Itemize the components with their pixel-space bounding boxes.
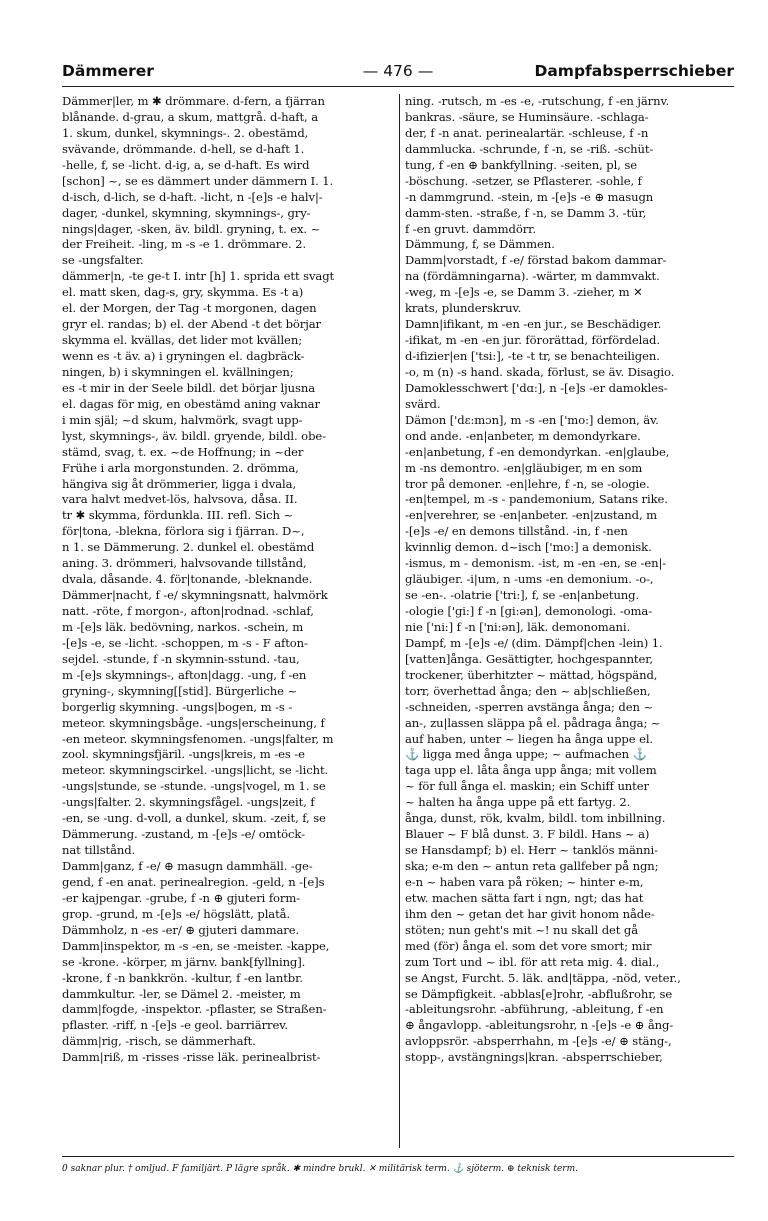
dictionary-line: damm-sten. -straße, f -n, se Damm 3. -tür, (405, 205, 647, 220)
dictionary-line: se Angst, Furcht. 5. läk. and|täppa, -nöd, veter., (405, 970, 681, 985)
dictionary-line: torr, överhettad ånga; den ~ ab|schließen, (405, 683, 651, 698)
dictionary-line: el. dagas för mig, en obestämd aning vaknar (62, 396, 320, 411)
dictionary-line: d-ifizier|en ['tsi:], -te -t tr, se benachteiligen. (405, 349, 660, 363)
dictionary-line: -ismus, m - demonism. -ist, m -en -en, se -en|- (405, 556, 667, 571)
dictionary-line: -ungs|falter. 2. skymningsfågel. -ungs|zeit, f (62, 795, 315, 810)
dictionary-line: -ologie ['gi:] f -n [gi:ən], demonologi. -oma- (405, 604, 653, 618)
dictionary-line: nat tillstånd. (62, 843, 136, 858)
dictionary-line: stopp-, avstängnings|kran. -absperrschieber, (405, 1050, 663, 1065)
dictionary-line: Dämmer|nacht, f -e/ skymningsnatt, halvmörk (62, 588, 328, 603)
dictionary-line: kvinnlig demon. d~isch ['mo:] a demonisk. (405, 540, 652, 555)
dictionary-line: svärd. (405, 396, 441, 411)
dictionary-line: grop. -grund, m -[e]s -e/ högslätt, platå. (62, 906, 291, 921)
dictionary-line: nie ['ni:] f -n ['ni:ən], läk. demonomani. (405, 619, 631, 634)
dictionary-line: es -t mir in der Seele bildl. det börjar ljusna (62, 380, 316, 395)
dictionary-line: n 1. se Dämmerung. 2. dunkel el. obestämd (62, 540, 315, 555)
dictionary-line: -ableitungsrohr. -abführung, -ableitung, f -en (405, 1002, 664, 1017)
dictionary-line: stöten; nun geht's mit ~! nu skall det gå (405, 922, 639, 937)
dictionary-line: m -[e]s läk. bedövning, narkos. -schein, m (62, 619, 304, 634)
dictionary-line: Dämmung, f, se Dämmen. (405, 237, 555, 252)
dictionary-line: Dampf, m -[e]s -e/ (dim. Dämpf|chen -lein) 1. (405, 635, 663, 650)
header-first-entry: Dämmerer (62, 62, 154, 80)
dictionary-line: ⊕ ångavlopp. -ableitungsrohr, n -[e]s -e ⊕ ång- (405, 1018, 674, 1033)
dictionary-line: -[e]s -e, se -licht. -schoppen, m -s - F afton- (62, 635, 308, 650)
dictionary-line: -en|tempel, m -s - pandemonium, Satans rike. (405, 492, 668, 507)
dictionary-line: svävande, drömmande. d-hell, se d-haft 1. (62, 141, 305, 156)
dictionary-line: Frühe i arla morgonstunden. 2. drömma, (62, 460, 299, 475)
dictionary-line: nings|dager, -sken, äv. bildl. gryning, t. ex. ~ (62, 221, 321, 236)
dictionary-line: bankras. -säure, se Huminsäure. -schlaga- (405, 109, 649, 124)
dictionary-line: se -ungsfalter. (62, 253, 144, 268)
dictionary-line: sejdel. -stunde, f -n skymnin-sstund. -tau, (62, 651, 300, 666)
abbreviation-key: 0 saknar plur. † omljud. F familjärt. P lägre språk. ✱ mindre brukl. ✕ militärisk term. ⚓ sjöterm. ⊕ teknisk term. (62, 1164, 578, 1174)
dictionary-line: vara halvt medvet-lös, halvsova, dåsa. II. (62, 492, 298, 507)
dictionary-line: el. der Morgen, der Tag -t morgonen, dagen (62, 301, 317, 316)
dictionary-line: ånga, dunst, rök, kvalm, bildl. tom inbillning. (405, 811, 666, 826)
dictionary-line: -weg, m -[e]s -e, se Damm 3. -zieher, m ✕ (405, 285, 643, 300)
dictionary-line: auf haben, unter ~ liegen ha ånga uppe el. (405, 731, 654, 746)
dictionary-line: tung, f -en ⊕ bankfyllning. -seiten, pl, se (405, 157, 638, 172)
dictionary-line: avloppsrör. -absperrhahn, m -[e]s -e/ ⊕ stäng-, (405, 1034, 672, 1049)
dictionary-line: dager, -dunkel, skymning, skymnings-, gry- (62, 205, 311, 220)
dictionary-line: ning. -rutsch, m -es -e, -rutschung, f -en järnv. (405, 94, 670, 108)
dictionary-line: na (fördämningarna). -wärter, m dammvakt. (405, 269, 660, 284)
dictionary-line: -n dammgrund. -stein, m -[e]s -e ⊕ masugn (405, 189, 654, 204)
dictionary-line: 1. skum, dunkel, skymnings-. 2. obestämd, (62, 125, 309, 140)
dictionary-line: -en, se -ung. d-voll, a dunkel, skum. -zeit, f, se (62, 811, 326, 826)
dictionary-line: -[e]s -e/ en demons tillstånd. -in, f -nen (405, 524, 628, 539)
dictionary-line: tror på demoner. -en|lehre, f -n, se -ologie. (405, 476, 650, 491)
left-column (62, 94, 389, 1150)
dictionary-line: Blauer ~ F blå dunst. 3. F bildl. Hans ~ a) (405, 827, 650, 842)
dictionary-line: -en|verehrer, se -en|anbeter. -en|zustand, m (405, 508, 658, 523)
dictionary-line: ska; e-m den ~ antun reta gallfeber på ngn; (405, 859, 659, 873)
dictionary-line: meteor. skymningscirkel. -ungs|licht, se -licht. (62, 763, 329, 778)
dictionary-line: ond ande. -en|anbeter, m demondyrkare. (405, 428, 641, 443)
dictionary-line: skymma el. kvällas, det lider mot kvällen; (62, 333, 302, 348)
dictionary-line: -er kajpengar. -grube, f -n ⊕ gjuteri form- (62, 890, 301, 905)
dictionary-line: -en meteor. skymningsfenomen. -ungs|falter, m (62, 731, 334, 746)
dictionary-line: ihm den ~ getan det har givit honom nåde- (405, 906, 655, 921)
dictionary-line: -krone, f -n bankkrön. -kultur, f -en lantbr. (62, 970, 303, 985)
dictionary-line: trockener, überhitzter ~ mättad, högspänd, (405, 667, 658, 682)
dictionary-line: gryning-, skymning[[stid]. Bürgerliche ~ (62, 683, 298, 698)
dictionary-line: ~ för full ånga el. maskin; ein Schiff unter (405, 779, 649, 794)
page-header (62, 62, 734, 84)
dictionary-line: pflaster. -riff, n -[e]s -e geol. barriärrev. (62, 1018, 288, 1033)
dictionary-line: tr ✱ skymma, fördunkla. III. refl. Sich ~ (62, 508, 294, 523)
dictionary-line: se Dämpfigkeit. -abblas[e]rohr, -abflußrohr, se (405, 986, 673, 1001)
footer-rule (62, 1156, 734, 1157)
dictionary-line: taga upp el. låta ånga upp ånga; mit vollem (405, 763, 657, 778)
dictionary-line: krats, plunderskruv. (405, 301, 522, 316)
dictionary-line: med (för) ånga el. som det vore smort; mir (405, 938, 652, 953)
dictionary-line: gryr el. randas; b) el. der Abend -t det börjar (62, 317, 321, 332)
dictionary-line: e-n ~ haben vara på röken; ~ hinter e-m, (405, 874, 644, 889)
header-rule (62, 86, 734, 87)
dictionary-line: dammkultur. -ler, se Dämel 2. -meister, m (62, 986, 301, 1001)
dictionary-line: natt. -röte, f morgon-, afton|rodnad. -schlaf, (62, 604, 314, 618)
dictionary-line: gend, f -en anat. perinealregion. -geld, n -[e]s (62, 874, 325, 889)
dictionary-line: [schon] ~, se es dämmert under dämmern I. 1. (62, 173, 334, 188)
dictionary-line: gläubiger. -i|um, n -ums -en demonium. -o-, (405, 572, 654, 587)
dictionary-line: för|tona, -blekna, förlora sig i fjärran. D~, (62, 524, 305, 539)
dictionary-line: i min själ; ~d skum, halvmörk, svagt upp- (62, 412, 303, 427)
dictionary-line: der, f -n anat. perinealartär. -schleuse, f -n (405, 125, 649, 140)
dictionary-line: lyst, skymnings-, äv. bildl. gryende, bildl. obe- (62, 428, 326, 443)
right-column (405, 94, 736, 1150)
dictionary-line: Damm|inspektor, m -s -en, se -meister. -kappe, (62, 938, 330, 953)
dictionary-line: Dämmerung. -zustand, m -[e]s -e/ omtöck- (62, 827, 305, 842)
header-last-entry: Dampfabsperrschieber (534, 62, 734, 80)
dictionary-line: ningen, b) i skymningen el. kvällningen; (62, 364, 294, 379)
dictionary-line: ⚓ ligga med ånga uppe; ~ aufmachen ⚓ (405, 747, 647, 762)
dictionary-line: dämmer|n, -te ge-t I. intr [h] 1. sprida ett svagt (62, 269, 335, 284)
dictionary-line: f -en gruvt. dammdörr. (405, 221, 536, 236)
dictionary-line: -ifikat, m -en -en jur. förorättad, förfördelad. (405, 333, 660, 348)
dictionary-line: aning. 3. drömmeri, halvsovande tillstånd, (62, 556, 307, 571)
dictionary-line: se -krone. -körper, m järnv. bank[fyllning]. (62, 954, 306, 969)
dictionary-line: der Freiheit. -ling, m -s -e 1. drömmare. 2. (62, 237, 307, 252)
dictionary-line: -helle, f, se -licht. d-ig, a, se d-haft. Es wird (62, 157, 310, 172)
dictionary-line: el. matt sken, dag-s, gry, skymma. Es -t a) (62, 285, 304, 300)
dictionary-line: ~ halten ha ånga uppe på ett fartyg. 2. (405, 795, 631, 810)
dictionary-line: zool. skymningsfjäril. -ungs|kreis, m -es -e (62, 747, 305, 762)
dictionary-line: dammlucka. -schrunde, f -n, se -riß. -schüt- (405, 141, 654, 156)
dictionary-line: Damm|vorstadt, f -e/ förstad bakom dammar- (405, 253, 667, 268)
dictionary-line: se Hansdampf; b) el. Herr ~ tanklös männi- (405, 843, 658, 858)
dictionary-line: Damm|riß, m -risses -risse läk. perinealbrist- (62, 1050, 321, 1065)
dictionary-line: -schneiden, -sperren avstänga ånga; den ~ (405, 699, 654, 714)
dictionary-line: Damn|ifikant, m -en -en jur., se Beschädiger. (405, 317, 662, 332)
dictionary-line: dvala, dåsande. 4. för|tonande, -bleknande. (62, 572, 313, 587)
dictionary-line: zum Tort und ~ ibl. för att reta mig. 4. dial., (405, 954, 660, 969)
dictionary-line: [vatten]ånga. Gesättigter, hochgespannter, (405, 651, 654, 666)
dictionary-line: d-isch, d-lich, se d-haft. -licht, n -[e]s -e halv|- (62, 189, 323, 204)
dictionary-line: borgerlig skymning. -ungs|bogen, m -s - (62, 699, 293, 714)
dictionary-line: etw. machen sätta fart i ngn, ngt; das hat (405, 890, 644, 905)
dictionary-line: stämd, svag, t. ex. ~de Hoffnung; in ~der (62, 444, 304, 459)
dictionary-line: Dämmer|ler, m ✱ drömmare. d-fern, a fjärran (62, 94, 325, 108)
dictionary-line: Damoklesschwert ['dɑ:], n -[e]s -er damokles- (405, 380, 668, 395)
dictionary-line: dämm|rig, -risch, se dämmerhaft. (62, 1034, 256, 1049)
dictionary-line: -o, m (n) -s hand. skada, förlust, se äv. Disagio. (405, 364, 675, 379)
dictionary-line: damm|fogde, -inspektor. -pflaster, se Straßen- (62, 1002, 327, 1017)
dictionary-line: meteor. skymningsbåge. -ungs|erscheinung, f (62, 715, 325, 730)
column-divider (399, 94, 400, 1148)
dictionary-line: an-, zu|lassen släppa på el. pådraga ånga; ~ (405, 715, 661, 730)
dictionary-line: se -en-. -olatrie ['tri:], f, se -en|anbetung. (405, 588, 640, 603)
dictionary-line: wenn es -t äv. a) i gryningen el. dagbräck- (62, 349, 305, 363)
dictionary-line: blånande. d-grau, a skum, mattgrå. d-haft, a (62, 109, 319, 124)
dictionary-line: Dämmholz, n -es -er/ ⊕ gjuteri dammare. (62, 922, 300, 937)
dictionary-line: -böschung. -setzer, se Pflasterer. -sohle, f (405, 173, 642, 188)
dictionary-line: hängiva sig åt drömmerier, ligga i dvala, (62, 476, 297, 491)
dictionary-line: Damm|ganz, f -e/ ⊕ masugn dammhäll. -ge- (62, 859, 313, 873)
dictionary-line: m -[e]s skymnings-, afton|dagg. -ung, f -en (62, 667, 307, 682)
dictionary-line: -en|anbetung, f -en demondyrkan. -en|glaube, (405, 444, 670, 459)
page-number: — 476 — (362, 62, 434, 80)
dictionary-line: Dämon ['dɛ:mɔn], m -s -en ['mo:] demon, äv. (405, 412, 659, 427)
dictionary-line: m -ns demontro. -en|gläubiger, m en som (405, 460, 643, 475)
dictionary-line: -ungs|stunde, se -stunde. -ungs|vogel, m 1. se (62, 779, 326, 794)
